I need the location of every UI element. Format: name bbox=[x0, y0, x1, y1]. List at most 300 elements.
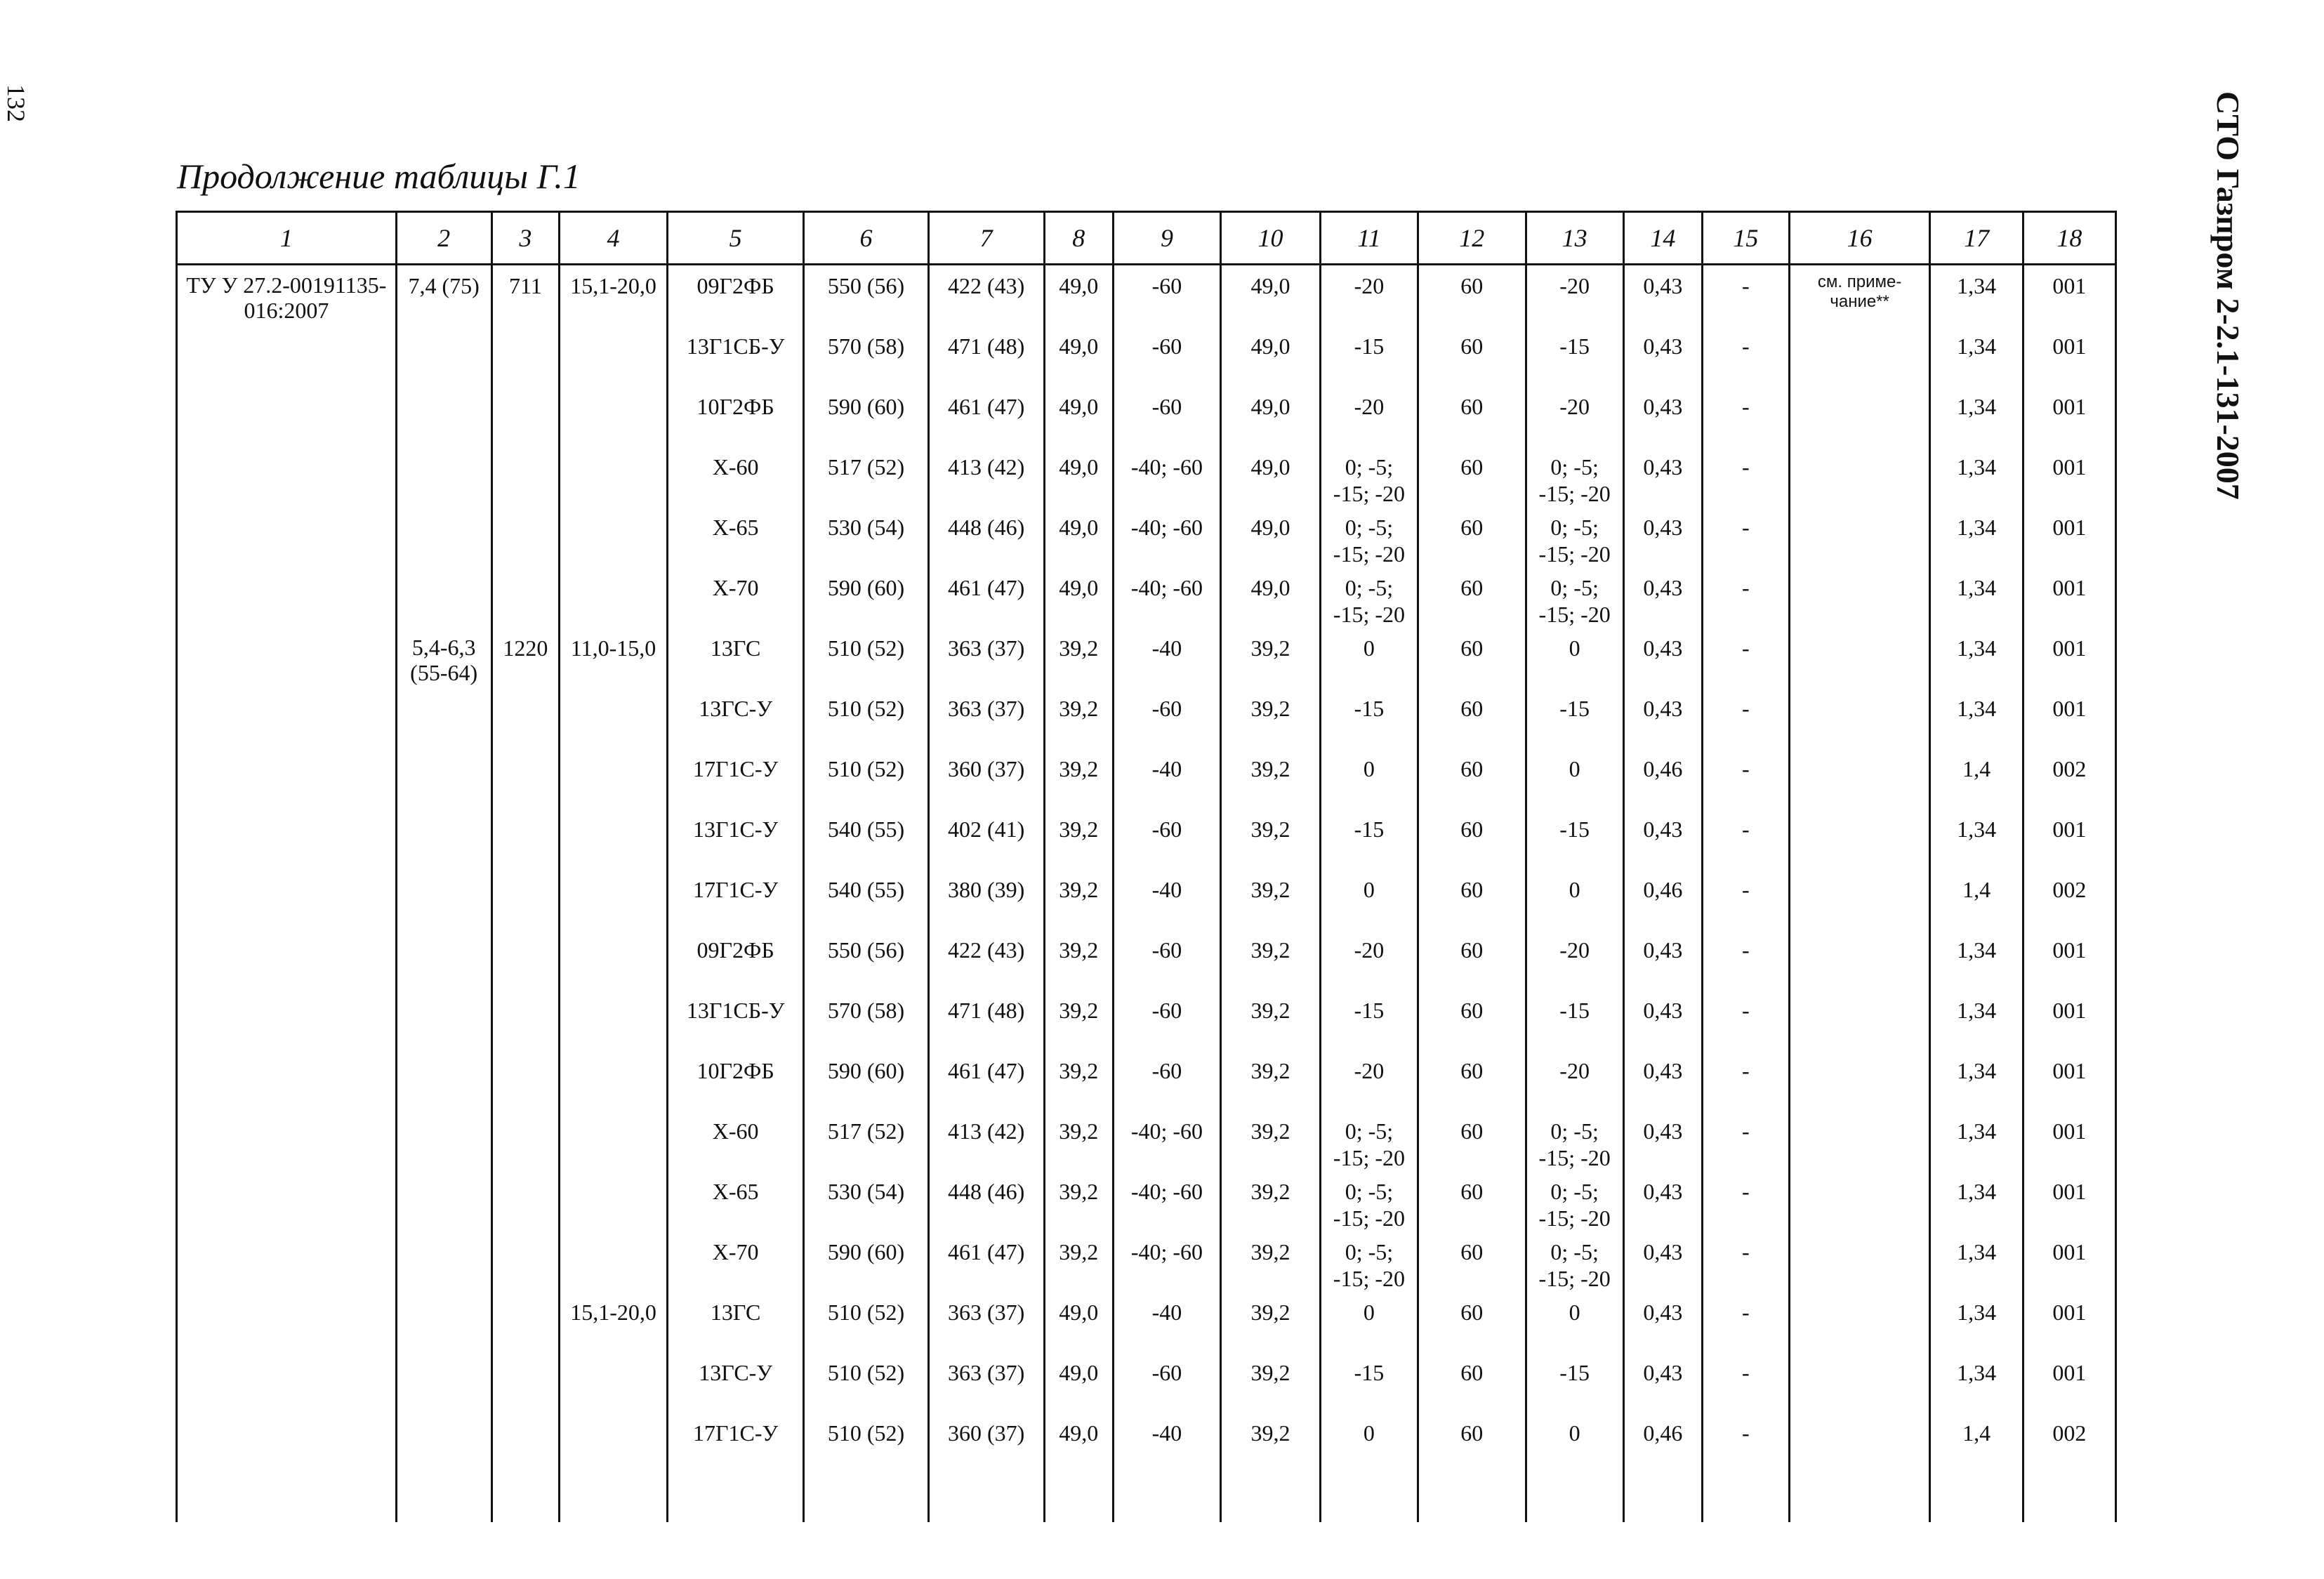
cell-col-17: 1,34 bbox=[1930, 1114, 2023, 1174]
cell-col-18: 002 bbox=[2023, 872, 2115, 932]
filler-cell bbox=[1221, 1476, 1321, 1522]
cell-col-8: 49,0 bbox=[1044, 329, 1113, 389]
cell-col-10: 49,0 bbox=[1221, 570, 1321, 630]
cell-col-14: 0,46 bbox=[1623, 751, 1702, 812]
cell-col-7: 413 (42) bbox=[928, 449, 1044, 510]
cell-col-17: 1,34 bbox=[1930, 1234, 2023, 1295]
cell-col-7: 461 (47) bbox=[928, 1234, 1044, 1295]
cell-col-12: 60 bbox=[1418, 1415, 1526, 1476]
cell-col-13 bbox=[1526, 389, 1623, 449]
cell-col-14: 0,43 bbox=[1623, 1355, 1702, 1415]
cell-col-14: 0,43 bbox=[1623, 1114, 1702, 1174]
cell-col-18: 001 bbox=[2023, 812, 2115, 872]
cell-col-13 bbox=[1526, 751, 1623, 812]
cell-col-14: 0,46 bbox=[1623, 872, 1702, 932]
cell-col-12: 60 bbox=[1418, 1174, 1526, 1234]
cell-col-13 bbox=[1526, 510, 1623, 570]
cell-col-15: - bbox=[1702, 449, 1789, 510]
cell-col-12: 60 bbox=[1418, 1234, 1526, 1295]
cell-col-11-line1: 0; -5; bbox=[1345, 1118, 1394, 1144]
cell-col-15: - bbox=[1702, 570, 1789, 630]
cell-col-15: - bbox=[1702, 1295, 1789, 1355]
column-header-11: 11 bbox=[1320, 212, 1418, 265]
cell-col-17: 1,4 bbox=[1930, 1415, 2023, 1476]
steel-grade-cell: 10Г2ФБ bbox=[667, 389, 804, 449]
cell-col-6: 517 (52) bbox=[804, 449, 928, 510]
column-header-12: 12 bbox=[1418, 212, 1526, 265]
column-header-14: 14 bbox=[1623, 212, 1702, 265]
cell-col-17: 1,4 bbox=[1930, 872, 2023, 932]
cell-col-9: -40; -60 bbox=[1113, 1114, 1220, 1174]
range-cell: 11,0-15,0 bbox=[560, 630, 667, 1295]
cell-col-17: 1,4 bbox=[1930, 751, 2023, 812]
cell-col-11-line2: -15; -20 bbox=[1333, 481, 1406, 506]
cell-col-6: 550 (56) bbox=[804, 932, 928, 993]
filler-cell bbox=[2023, 1476, 2115, 1522]
cell-col-6: 510 (52) bbox=[804, 630, 928, 691]
steel-grade-cell: 13Г1С-У bbox=[667, 812, 804, 872]
cell-col-7: 448 (46) bbox=[928, 1174, 1044, 1234]
cell-col-12: 60 bbox=[1418, 570, 1526, 630]
cell-col-6: 570 (58) bbox=[804, 329, 928, 389]
cell-col-8: 39,2 bbox=[1044, 872, 1113, 932]
cell-col-13-line1: -20 bbox=[1559, 1058, 1590, 1083]
steel-grade-cell: X-70 bbox=[667, 570, 804, 630]
cell-col-10: 39,2 bbox=[1221, 630, 1321, 691]
range-cell: 15,1-20,0 bbox=[560, 265, 667, 631]
filler-cell bbox=[1623, 1476, 1702, 1522]
steel-grade-cell: 09Г2ФБ bbox=[667, 932, 804, 993]
cell-col-15: - bbox=[1702, 510, 1789, 570]
cell-col-11-line2: -15; -20 bbox=[1333, 541, 1406, 567]
cell-col-11-line1: 0; -5; bbox=[1345, 454, 1394, 480]
column-header-5: 5 bbox=[667, 212, 804, 265]
steel-grade-cell: X-65 bbox=[667, 510, 804, 570]
cell-col-9: -60 bbox=[1113, 329, 1220, 389]
column-header-17: 17 bbox=[1930, 212, 2023, 265]
column-header-16: 16 bbox=[1789, 212, 1930, 265]
cell-col-13 bbox=[1526, 570, 1623, 630]
cell-col-11-line2: -15; -20 bbox=[1333, 602, 1406, 627]
cell-col-12: 60 bbox=[1418, 265, 1526, 329]
column-header-2: 2 bbox=[396, 212, 491, 265]
cell-col-11-line1: 0 bbox=[1363, 877, 1375, 902]
cell-col-6: 530 (54) bbox=[804, 510, 928, 570]
cell-col-11-line2: -15; -20 bbox=[1333, 1145, 1406, 1170]
column-header-9: 9 bbox=[1113, 212, 1220, 265]
steel-grade-cell: 13ГС-У bbox=[667, 691, 804, 751]
cell-col-6: 510 (52) bbox=[804, 751, 928, 812]
cell-col-9: -40; -60 bbox=[1113, 1234, 1220, 1295]
table-body bbox=[177, 265, 2116, 1523]
cell-col-11 bbox=[1320, 1114, 1418, 1174]
cell-col-14: 0,43 bbox=[1623, 1053, 1702, 1114]
steel-grade-cell: 10Г2ФБ bbox=[667, 1053, 804, 1114]
cell-col-15: - bbox=[1702, 329, 1789, 389]
column-header-4: 4 bbox=[560, 212, 667, 265]
cell-col-14: 0,43 bbox=[1623, 630, 1702, 691]
table-continuation-title: Продолжение таблицы Г.1 bbox=[177, 157, 581, 196]
table-row bbox=[177, 265, 2116, 329]
steel-grade-cell: 13Г1СБ-У bbox=[667, 329, 804, 389]
filler-cell bbox=[1526, 1476, 1623, 1522]
cell-col-18: 001 bbox=[2023, 389, 2115, 449]
cell-col-9: -40 bbox=[1113, 872, 1220, 932]
cell-col-13 bbox=[1526, 1355, 1623, 1415]
spec-cell: ТУ У 27.2-00191135-016:2007 bbox=[177, 265, 397, 1523]
cell-col-18: 001 bbox=[2023, 630, 2115, 691]
cell-col-10: 49,0 bbox=[1221, 510, 1321, 570]
cell-col-7: 402 (41) bbox=[928, 812, 1044, 872]
cell-col-11-line1: -15 bbox=[1354, 998, 1385, 1023]
steel-grade-cell: 17Г1С-У bbox=[667, 872, 804, 932]
cell-col-11-line1: -20 bbox=[1354, 937, 1385, 963]
cell-col-15: - bbox=[1702, 630, 1789, 691]
cell-col-18: 001 bbox=[2023, 993, 2115, 1053]
cell-col-9: -40 bbox=[1113, 1295, 1220, 1355]
cell-col-11 bbox=[1320, 329, 1418, 389]
cell-col-11-line1: 0 bbox=[1363, 756, 1375, 781]
cell-col-18: 001 bbox=[2023, 1114, 2115, 1174]
cell-col-6: 540 (55) bbox=[804, 872, 928, 932]
cell-col-13-line1: 0; -5; bbox=[1550, 575, 1599, 600]
cell-col-18: 001 bbox=[2023, 932, 2115, 993]
cell-col-13-line1: 0 bbox=[1569, 1300, 1580, 1325]
cell-col-11-line1: 0; -5; bbox=[1345, 575, 1394, 600]
steel-grade-cell: X-60 bbox=[667, 449, 804, 510]
filler-cell bbox=[928, 1476, 1044, 1522]
cell-col-15: - bbox=[1702, 872, 1789, 932]
cell-col-13 bbox=[1526, 812, 1623, 872]
cell-col-8: 39,2 bbox=[1044, 691, 1113, 751]
cell-col-12: 60 bbox=[1418, 1295, 1526, 1355]
cell-col-12: 60 bbox=[1418, 329, 1526, 389]
cell-col-9: -40 bbox=[1113, 1415, 1220, 1476]
cell-col-8: 39,2 bbox=[1044, 1174, 1113, 1234]
diameter-cell: 1220 bbox=[491, 630, 560, 1522]
cell-col-14: 0,43 bbox=[1623, 510, 1702, 570]
column-header-10: 10 bbox=[1221, 212, 1321, 265]
cell-col-13-line2: -15; -20 bbox=[1538, 1266, 1611, 1291]
cell-col-18: 001 bbox=[2023, 1355, 2115, 1415]
cell-col-9: -60 bbox=[1113, 265, 1220, 329]
cell-col-8: 39,2 bbox=[1044, 1114, 1113, 1174]
cell-col-9: -60 bbox=[1113, 1053, 1220, 1114]
cell-col-6: 510 (52) bbox=[804, 691, 928, 751]
cell-col-17: 1,34 bbox=[1930, 993, 2023, 1053]
cell-col-10: 39,2 bbox=[1221, 1053, 1321, 1114]
cell-col-6: 510 (52) bbox=[804, 1355, 928, 1415]
cell-col-12: 60 bbox=[1418, 510, 1526, 570]
cell-col-8: 39,2 bbox=[1044, 812, 1113, 872]
cell-col-17: 1,34 bbox=[1930, 1355, 2023, 1415]
cell-col-17: 1,34 bbox=[1930, 630, 2023, 691]
cell-col-11 bbox=[1320, 630, 1418, 691]
cell-col-6: 540 (55) bbox=[804, 812, 928, 872]
cell-col-18: 001 bbox=[2023, 1234, 2115, 1295]
filler-cell bbox=[804, 1476, 928, 1522]
cell-col-14: 0,43 bbox=[1623, 1295, 1702, 1355]
cell-col-11 bbox=[1320, 691, 1418, 751]
cell-col-18: 001 bbox=[2023, 1174, 2115, 1234]
cell-col-13-line1: -20 bbox=[1559, 273, 1590, 298]
cell-col-14: 0,43 bbox=[1623, 449, 1702, 510]
cell-col-11 bbox=[1320, 570, 1418, 630]
cell-col-7: 461 (47) bbox=[928, 389, 1044, 449]
cell-col-10: 39,2 bbox=[1221, 872, 1321, 932]
steel-grade-cell: 09Г2ФБ bbox=[667, 265, 804, 329]
cell-col-8: 49,0 bbox=[1044, 1355, 1113, 1415]
cell-col-9: -60 bbox=[1113, 993, 1220, 1053]
cell-col-7: 461 (47) bbox=[928, 1053, 1044, 1114]
filler-cell bbox=[1113, 1476, 1220, 1522]
column-header-3: 3 bbox=[491, 212, 560, 265]
cell-col-14: 0,43 bbox=[1623, 812, 1702, 872]
cell-col-11 bbox=[1320, 1415, 1418, 1476]
steel-grade-cell: 13ГС-У bbox=[667, 1355, 804, 1415]
cell-col-15: - bbox=[1702, 1114, 1789, 1174]
cell-col-13-line1: -15 bbox=[1559, 998, 1590, 1023]
cell-col-12: 60 bbox=[1418, 993, 1526, 1053]
cell-col-13-line1: -15 bbox=[1559, 1360, 1590, 1385]
cell-col-10: 39,2 bbox=[1221, 1234, 1321, 1295]
cell-col-13 bbox=[1526, 449, 1623, 510]
wall-thickness-cell: 7,4 (75) bbox=[396, 265, 491, 631]
cell-col-6: 510 (52) bbox=[804, 1415, 928, 1476]
cell-col-11-line1: 0 bbox=[1363, 1300, 1375, 1325]
cell-col-15: - bbox=[1702, 812, 1789, 872]
cell-col-18: 002 bbox=[2023, 1415, 2115, 1476]
cell-col-13-line1: 0 bbox=[1569, 756, 1580, 781]
cell-col-8: 49,0 bbox=[1044, 510, 1113, 570]
wall-thickness-cell: 5,4-6,3 (55-64) bbox=[396, 630, 491, 1522]
cell-col-8: 49,0 bbox=[1044, 1415, 1113, 1476]
cell-col-18: 001 bbox=[2023, 570, 2115, 630]
cell-col-11-line1: 0; -5; bbox=[1345, 515, 1394, 540]
cell-col-12: 60 bbox=[1418, 812, 1526, 872]
cell-col-6: 590 (60) bbox=[804, 1234, 928, 1295]
cell-col-8: 39,2 bbox=[1044, 630, 1113, 691]
cell-col-10: 39,2 bbox=[1221, 932, 1321, 993]
cell-col-17: 1,34 bbox=[1930, 389, 2023, 449]
cell-col-10: 49,0 bbox=[1221, 449, 1321, 510]
column-header-13: 13 bbox=[1526, 212, 1623, 265]
cell-col-12: 60 bbox=[1418, 872, 1526, 932]
cell-col-13 bbox=[1526, 329, 1623, 389]
cell-col-12: 60 bbox=[1418, 691, 1526, 751]
cell-col-11 bbox=[1320, 751, 1418, 812]
cell-col-10: 49,0 bbox=[1221, 389, 1321, 449]
column-header-15: 15 bbox=[1702, 212, 1789, 265]
cell-col-13-line1: 0 bbox=[1569, 1420, 1580, 1446]
cell-col-13-line1: -15 bbox=[1559, 333, 1590, 359]
cell-col-17: 1,34 bbox=[1930, 691, 2023, 751]
column-header-7: 7 bbox=[928, 212, 1044, 265]
cell-col-10: 39,2 bbox=[1221, 1415, 1321, 1476]
cell-col-14: 0,43 bbox=[1623, 1174, 1702, 1234]
cell-col-14: 0,46 bbox=[1623, 1415, 1702, 1476]
cell-col-10: 39,2 bbox=[1221, 812, 1321, 872]
cell-col-11-line1: -15 bbox=[1354, 696, 1385, 721]
cell-col-14: 0,43 bbox=[1623, 691, 1702, 751]
column-header-6: 6 bbox=[804, 212, 928, 265]
column-header-18: 18 bbox=[2023, 212, 2115, 265]
cell-col-17: 1,34 bbox=[1930, 1295, 2023, 1355]
cell-col-13 bbox=[1526, 265, 1623, 329]
cell-col-18: 001 bbox=[2023, 449, 2115, 510]
cell-col-15: - bbox=[1702, 751, 1789, 812]
cell-col-10: 39,2 bbox=[1221, 691, 1321, 751]
cell-col-11-line1: -20 bbox=[1354, 1058, 1385, 1083]
cell-col-13-line2: -15; -20 bbox=[1538, 1205, 1611, 1231]
cell-col-8: 49,0 bbox=[1044, 265, 1113, 329]
cell-col-13 bbox=[1526, 691, 1623, 751]
cell-col-12: 60 bbox=[1418, 389, 1526, 449]
cell-col-18: 001 bbox=[2023, 265, 2115, 329]
steel-grade-cell: 17Г1С-У bbox=[667, 751, 804, 812]
cell-col-13 bbox=[1526, 630, 1623, 691]
cell-col-13-line2: -15; -20 bbox=[1538, 1145, 1611, 1170]
column-header-1: 1 bbox=[177, 212, 397, 265]
cell-col-9: -60 bbox=[1113, 812, 1220, 872]
cell-col-10: 49,0 bbox=[1221, 329, 1321, 389]
diameter-cell: 711 bbox=[491, 265, 560, 631]
cell-col-9: -60 bbox=[1113, 1355, 1220, 1415]
cell-col-7: 363 (37) bbox=[928, 1355, 1044, 1415]
cell-col-13-line1: 0; -5; bbox=[1550, 1239, 1599, 1264]
cell-col-9: -60 bbox=[1113, 932, 1220, 993]
cell-col-11-line1: -15 bbox=[1354, 333, 1385, 359]
cell-col-9: -60 bbox=[1113, 389, 1220, 449]
cell-col-13-line1: 0; -5; bbox=[1550, 515, 1599, 540]
cell-col-17: 1,34 bbox=[1930, 812, 2023, 872]
cell-col-18: 001 bbox=[2023, 1295, 2115, 1355]
cell-col-14: 0,43 bbox=[1623, 1234, 1702, 1295]
cell-col-7: 422 (43) bbox=[928, 265, 1044, 329]
cell-col-11-line1: 0 bbox=[1363, 1420, 1375, 1446]
cell-col-11-line2: -15; -20 bbox=[1333, 1266, 1406, 1291]
cell-col-15: - bbox=[1702, 1053, 1789, 1114]
cell-col-7: 360 (37) bbox=[928, 1415, 1044, 1476]
cell-col-17: 1,34 bbox=[1930, 1053, 2023, 1114]
cell-col-7: 413 (42) bbox=[928, 1114, 1044, 1174]
cell-col-12: 60 bbox=[1418, 1355, 1526, 1415]
cell-col-10: 39,2 bbox=[1221, 993, 1321, 1053]
cell-col-13-line1: 0; -5; bbox=[1550, 454, 1599, 480]
cell-col-11-line2: -15; -20 bbox=[1333, 1205, 1406, 1231]
cell-col-6: 530 (54) bbox=[804, 1174, 928, 1234]
cell-col-7: 422 (43) bbox=[928, 932, 1044, 993]
cell-col-18: 001 bbox=[2023, 691, 2115, 751]
cell-col-11-line1: 0; -5; bbox=[1345, 1239, 1394, 1264]
cell-col-7: 471 (48) bbox=[928, 993, 1044, 1053]
cell-col-17: 1,34 bbox=[1930, 1174, 2023, 1234]
cell-col-18: 001 bbox=[2023, 329, 2115, 389]
cell-col-6: 590 (60) bbox=[804, 389, 928, 449]
cell-col-12: 60 bbox=[1418, 751, 1526, 812]
table-container bbox=[176, 211, 2117, 1446]
cell-col-14: 0,43 bbox=[1623, 389, 1702, 449]
cell-col-8: 49,0 bbox=[1044, 389, 1113, 449]
cell-col-9: -40 bbox=[1113, 630, 1220, 691]
cell-col-17: 1,34 bbox=[1930, 265, 2023, 329]
cell-col-15: - bbox=[1702, 691, 1789, 751]
cell-col-14: 0,43 bbox=[1623, 329, 1702, 389]
cell-col-7: 363 (37) bbox=[928, 691, 1044, 751]
cell-col-15: - bbox=[1702, 1234, 1789, 1295]
cell-col-7: 461 (47) bbox=[928, 570, 1044, 630]
filler-cell bbox=[1044, 1476, 1113, 1522]
cell-col-6: 550 (56) bbox=[804, 265, 928, 329]
cell-col-17: 1,34 bbox=[1930, 510, 2023, 570]
cell-col-8: 39,2 bbox=[1044, 1234, 1113, 1295]
steel-grade-cell: 13ГС bbox=[667, 1295, 804, 1355]
cell-col-11-line1: 0 bbox=[1363, 635, 1375, 661]
cell-col-7: 380 (39) bbox=[928, 872, 1044, 932]
cell-col-11-line1: -20 bbox=[1354, 394, 1385, 419]
cell-col-15: - bbox=[1702, 265, 1789, 329]
cell-col-11 bbox=[1320, 812, 1418, 872]
steel-grade-cell: 13Г1СБ-У bbox=[667, 993, 804, 1053]
cell-col-13 bbox=[1526, 1053, 1623, 1114]
column-header-8: 8 bbox=[1044, 212, 1113, 265]
cell-col-13-line1: 0; -5; bbox=[1550, 1179, 1599, 1204]
cell-col-13-line1: -20 bbox=[1559, 394, 1590, 419]
filler-cell bbox=[1702, 1476, 1789, 1522]
cell-col-11 bbox=[1320, 1234, 1418, 1295]
cell-col-13 bbox=[1526, 1174, 1623, 1234]
filler-cell bbox=[1320, 1476, 1418, 1522]
cell-col-13 bbox=[1526, 993, 1623, 1053]
cell-col-9: -40 bbox=[1113, 751, 1220, 812]
cell-col-13-line2: -15; -20 bbox=[1538, 481, 1611, 506]
cell-col-11 bbox=[1320, 1053, 1418, 1114]
cell-col-7: 363 (37) bbox=[928, 1295, 1044, 1355]
range-cell: 15,1-20,0 bbox=[560, 1295, 667, 1522]
cell-col-11 bbox=[1320, 1355, 1418, 1415]
steel-grade-cell: X-60 bbox=[667, 1114, 804, 1174]
cell-col-17: 1,34 bbox=[1930, 932, 2023, 993]
cell-col-14: 0,43 bbox=[1623, 993, 1702, 1053]
cell-col-17: 1,34 bbox=[1930, 449, 2023, 510]
cell-col-10: 39,2 bbox=[1221, 1114, 1321, 1174]
cell-col-13 bbox=[1526, 1415, 1623, 1476]
cell-col-12: 60 bbox=[1418, 1114, 1526, 1174]
cell-col-18: 001 bbox=[2023, 1053, 2115, 1114]
cell-col-13-line1: 0 bbox=[1569, 635, 1580, 661]
page-number: 132 bbox=[2, 84, 30, 122]
data-table bbox=[176, 211, 2117, 1522]
cell-col-13-line1: 0; -5; bbox=[1550, 1118, 1599, 1144]
cell-col-15: - bbox=[1702, 389, 1789, 449]
cell-col-7: 448 (46) bbox=[928, 510, 1044, 570]
steel-grade-cell: X-70 bbox=[667, 1234, 804, 1295]
cell-col-13-line1: -20 bbox=[1559, 937, 1590, 963]
cell-col-9: -60 bbox=[1113, 691, 1220, 751]
cell-col-8: 49,0 bbox=[1044, 570, 1113, 630]
cell-col-11 bbox=[1320, 389, 1418, 449]
cell-col-11-line1: -20 bbox=[1354, 273, 1385, 298]
cell-col-11-line1: -15 bbox=[1354, 817, 1385, 842]
cell-col-13-line1: -15 bbox=[1559, 817, 1590, 842]
cell-col-11 bbox=[1320, 265, 1418, 329]
filler-cell bbox=[667, 1476, 804, 1522]
cell-col-6: 570 (58) bbox=[804, 993, 928, 1053]
cell-col-12: 60 bbox=[1418, 1053, 1526, 1114]
cell-col-6: 510 (52) bbox=[804, 1295, 928, 1355]
cell-col-8: 39,2 bbox=[1044, 1053, 1113, 1114]
cell-col-13-line2: -15; -20 bbox=[1538, 602, 1611, 627]
